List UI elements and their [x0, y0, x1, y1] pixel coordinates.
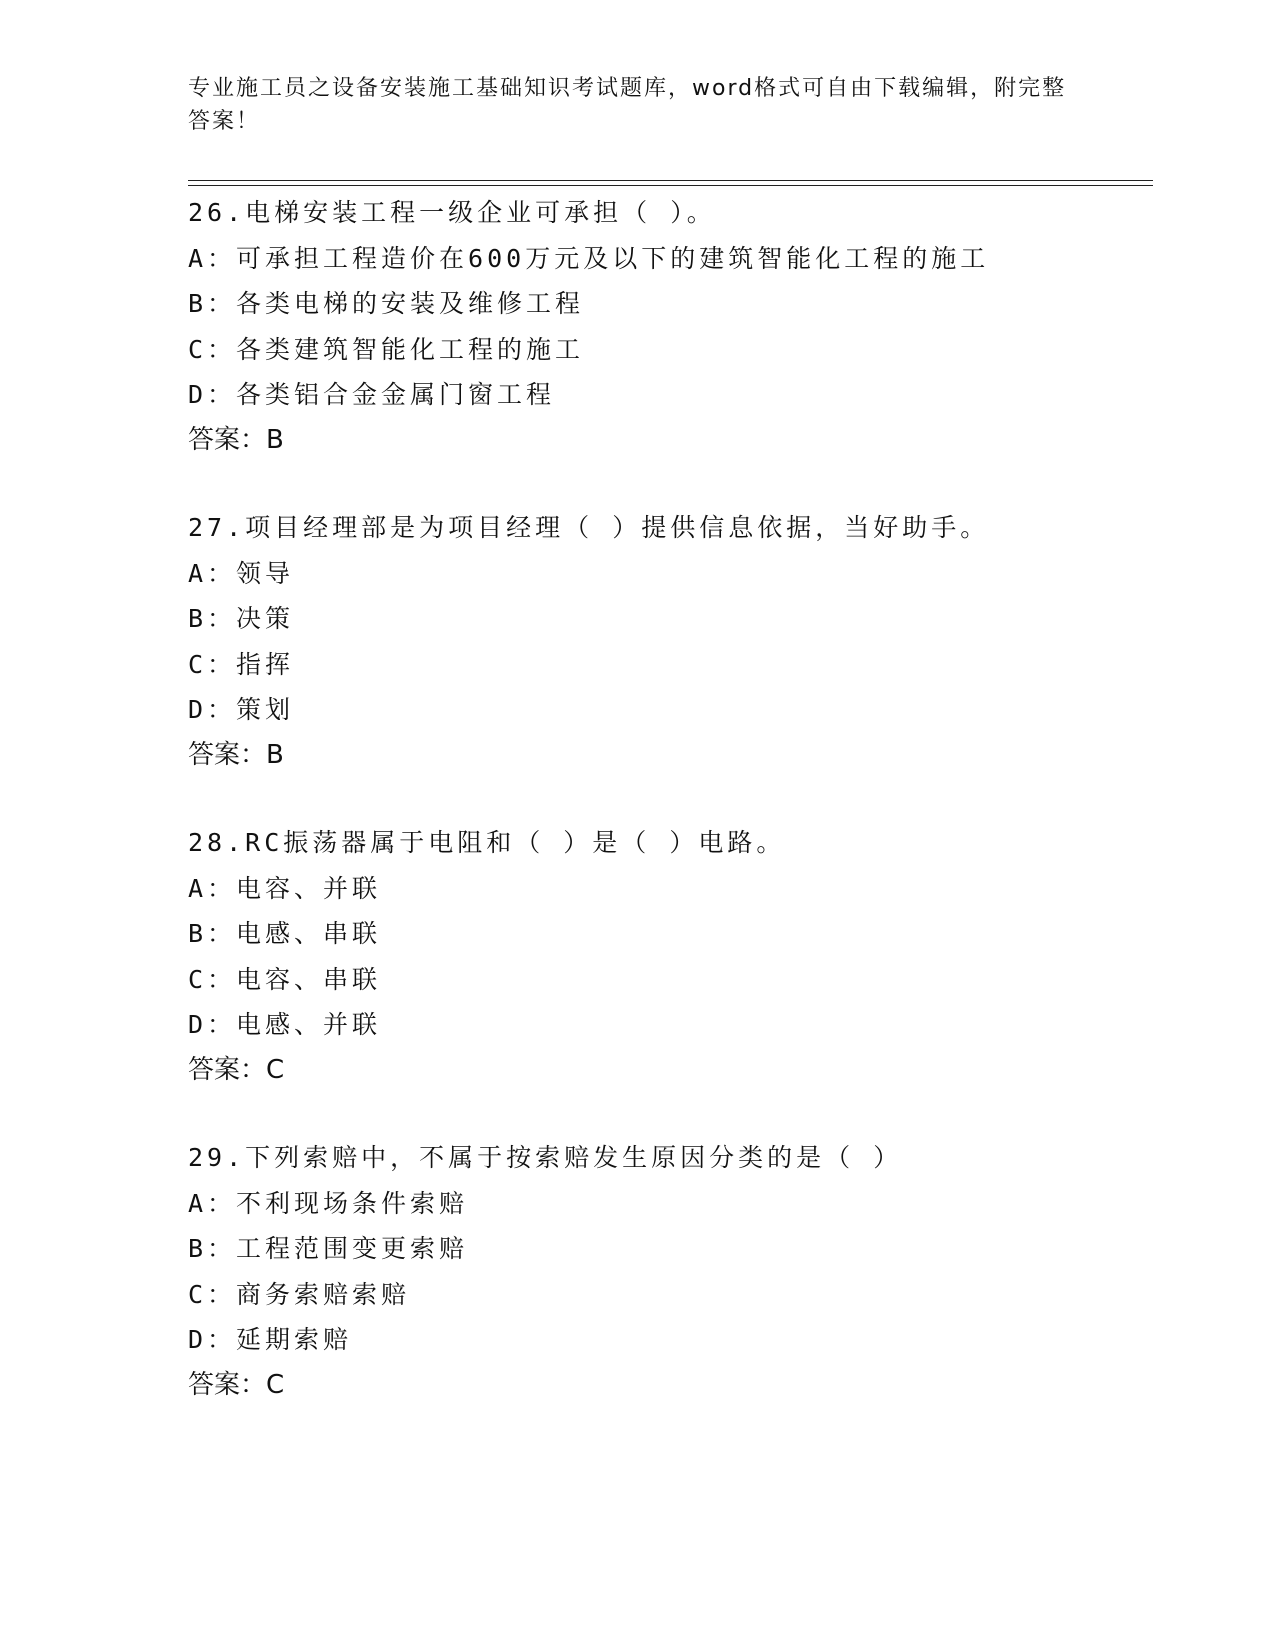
answer-line: 答案：C [188, 1369, 285, 1400]
option-b: B：工程范围变更索赔 [188, 1234, 469, 1263]
option-a: A：可承担工程造价在600万元及以下的建筑智能化工程的施工 [188, 243, 990, 273]
option-b: B：电感、串联 [188, 919, 382, 948]
option-c: C：商务索赔索赔 [188, 1279, 411, 1309]
answer-line: 答案：C [188, 1054, 285, 1085]
question-list [188, 190, 1188, 1450]
question-stem: 28.RC振荡器属于电阻和（ ）是（ ）电路。 [188, 828, 786, 857]
option-c: C：电容、串联 [188, 964, 382, 994]
answer-line: 答案：B [188, 739, 284, 770]
option-a: A：领导 [188, 558, 295, 588]
answer-line: 答案：B [188, 424, 284, 455]
question-stem: 27.项目经理部是为项目经理（ ）提供信息依据，当好助手。 [188, 513, 990, 542]
option-d: D：策划 [188, 695, 295, 724]
document-header: 专业施工员之设备安装施工基础知识考试题库，word格式可自由下载编辑，附完整答案！ [188, 76, 1067, 134]
question-29 [188, 1135, 1188, 1408]
option-b: B：决策 [188, 604, 295, 633]
option-c: C：指挥 [188, 649, 295, 679]
option-b: B：各类电梯的安装及维修工程 [188, 289, 585, 318]
option-d: D：电感、并联 [188, 1010, 382, 1039]
option-d: D：延期索赔 [188, 1325, 353, 1354]
question-28 [188, 820, 1188, 1093]
option-a: A：电容、并联 [188, 873, 382, 903]
header-divider-bottom [188, 185, 1153, 186]
option-a: A：不利现场条件索赔 [188, 1188, 469, 1218]
question-stem: 29.下列索赔中，不属于按索赔发生原因分类的是（ ） [188, 1143, 903, 1172]
question-27 [188, 505, 1188, 778]
question-26 [188, 190, 1188, 463]
question-stem: 26.电梯安装工程一级企业可承担（ ）。 [188, 198, 716, 227]
header-divider-top [188, 180, 1153, 181]
option-d: D：各类铝合金金属门窗工程 [188, 380, 556, 409]
option-c: C：各类建筑智能化工程的施工 [188, 334, 585, 364]
